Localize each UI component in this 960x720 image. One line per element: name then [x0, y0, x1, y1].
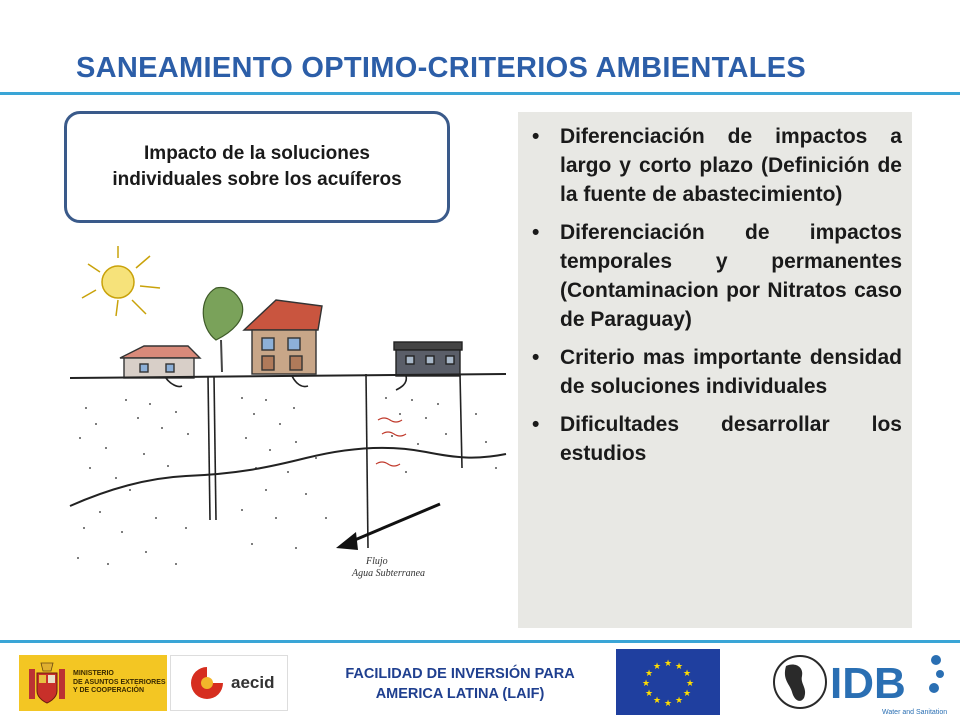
tree-icon	[203, 288, 242, 372]
svg-text:★: ★	[663, 659, 673, 669]
flow-label-2: Agua Subterranea	[352, 568, 426, 579]
water-drops-icon	[929, 655, 944, 693]
ministerio-line: Y DE COOPERACIÓN	[73, 687, 145, 695]
svg-text:★: ★	[682, 689, 692, 699]
groundwater-flow-arrow	[336, 504, 440, 550]
house-center-icon	[244, 300, 322, 374]
bullet-text: Diferenciación de impactos temporales y permanentes (Contaminacion por Nitratos caso de Paraguay)	[560, 221, 902, 331]
svg-text:★: ★	[663, 699, 673, 709]
bullet-glyph: •	[532, 221, 540, 244]
laif-line-2: AMERICA LATINA (LAIF)	[375, 686, 545, 702]
bullet-list	[518, 112, 912, 468]
slide-title: SANEAMIENTO OPTIMO-CRITERIOS AMBIENTALES	[76, 52, 807, 84]
aecid-logo	[170, 655, 288, 711]
flow-label-1: Flujo	[366, 556, 388, 567]
ministerio-logo	[19, 655, 167, 711]
svg-text:★: ★	[652, 696, 662, 706]
water-table-line	[70, 448, 506, 506]
svg-text:★: ★	[674, 696, 684, 706]
bullet-item	[526, 410, 902, 468]
svg-text:★: ★	[644, 669, 654, 679]
svg-text:★: ★	[652, 662, 662, 672]
ministerio-text	[73, 670, 166, 696]
laif-line-1: FACILIDAD DE INVERSIÓN PARA	[345, 666, 575, 682]
globe-icon	[774, 656, 826, 708]
well-pipes	[166, 374, 462, 548]
aquifer-sketch	[66, 228, 508, 580]
infiltration-dots	[77, 397, 497, 565]
bullet-item	[526, 343, 902, 401]
house-left-icon	[120, 346, 200, 378]
idb-text: IDB	[830, 659, 906, 708]
footer-divider	[0, 640, 960, 643]
svg-text:★: ★	[674, 662, 684, 672]
svg-text:★: ★	[644, 689, 654, 699]
bullet-item	[526, 218, 902, 334]
aecid-mark-icon	[189, 665, 225, 701]
svg-text:★: ★	[641, 679, 651, 689]
bullet-text: Dificultades desarrollar los estudios	[560, 413, 902, 465]
laif-label	[304, 664, 616, 704]
bullet-glyph: •	[532, 346, 540, 369]
bullet-glyph: •	[532, 125, 540, 148]
title-divider	[0, 92, 960, 95]
callout-box	[64, 111, 450, 223]
aecid-text: aecid	[231, 673, 275, 692]
ministerio-line: MINISTERIO	[73, 670, 114, 678]
ministerio-line: DE ASUNTOS EXTERIORES	[73, 678, 166, 686]
bullet-glyph: •	[532, 413, 540, 436]
house-right-icon	[394, 342, 462, 376]
idb-logo	[770, 650, 950, 718]
bullet-panel	[518, 112, 912, 628]
callout-text: Impacto de la soluciones individuales sobre los acuíferos	[112, 143, 402, 190]
sun-icon	[82, 246, 160, 316]
svg-text:★: ★	[682, 669, 692, 679]
svg-text:★: ★	[685, 679, 695, 689]
bullet-text: Criterio mas importante densidad de soluciones individuales	[560, 346, 902, 398]
eu-flag-icon	[616, 649, 720, 715]
contamination-marks	[376, 418, 406, 466]
bullet-text: Diferenciación de impactos a largo y corto plazo (Definición de la fuente de abastecimiento)	[560, 125, 902, 206]
idb-tagline: Water and Sanitation	[882, 709, 948, 716]
spain-crest-icon	[25, 659, 69, 707]
bullet-item	[526, 122, 902, 209]
